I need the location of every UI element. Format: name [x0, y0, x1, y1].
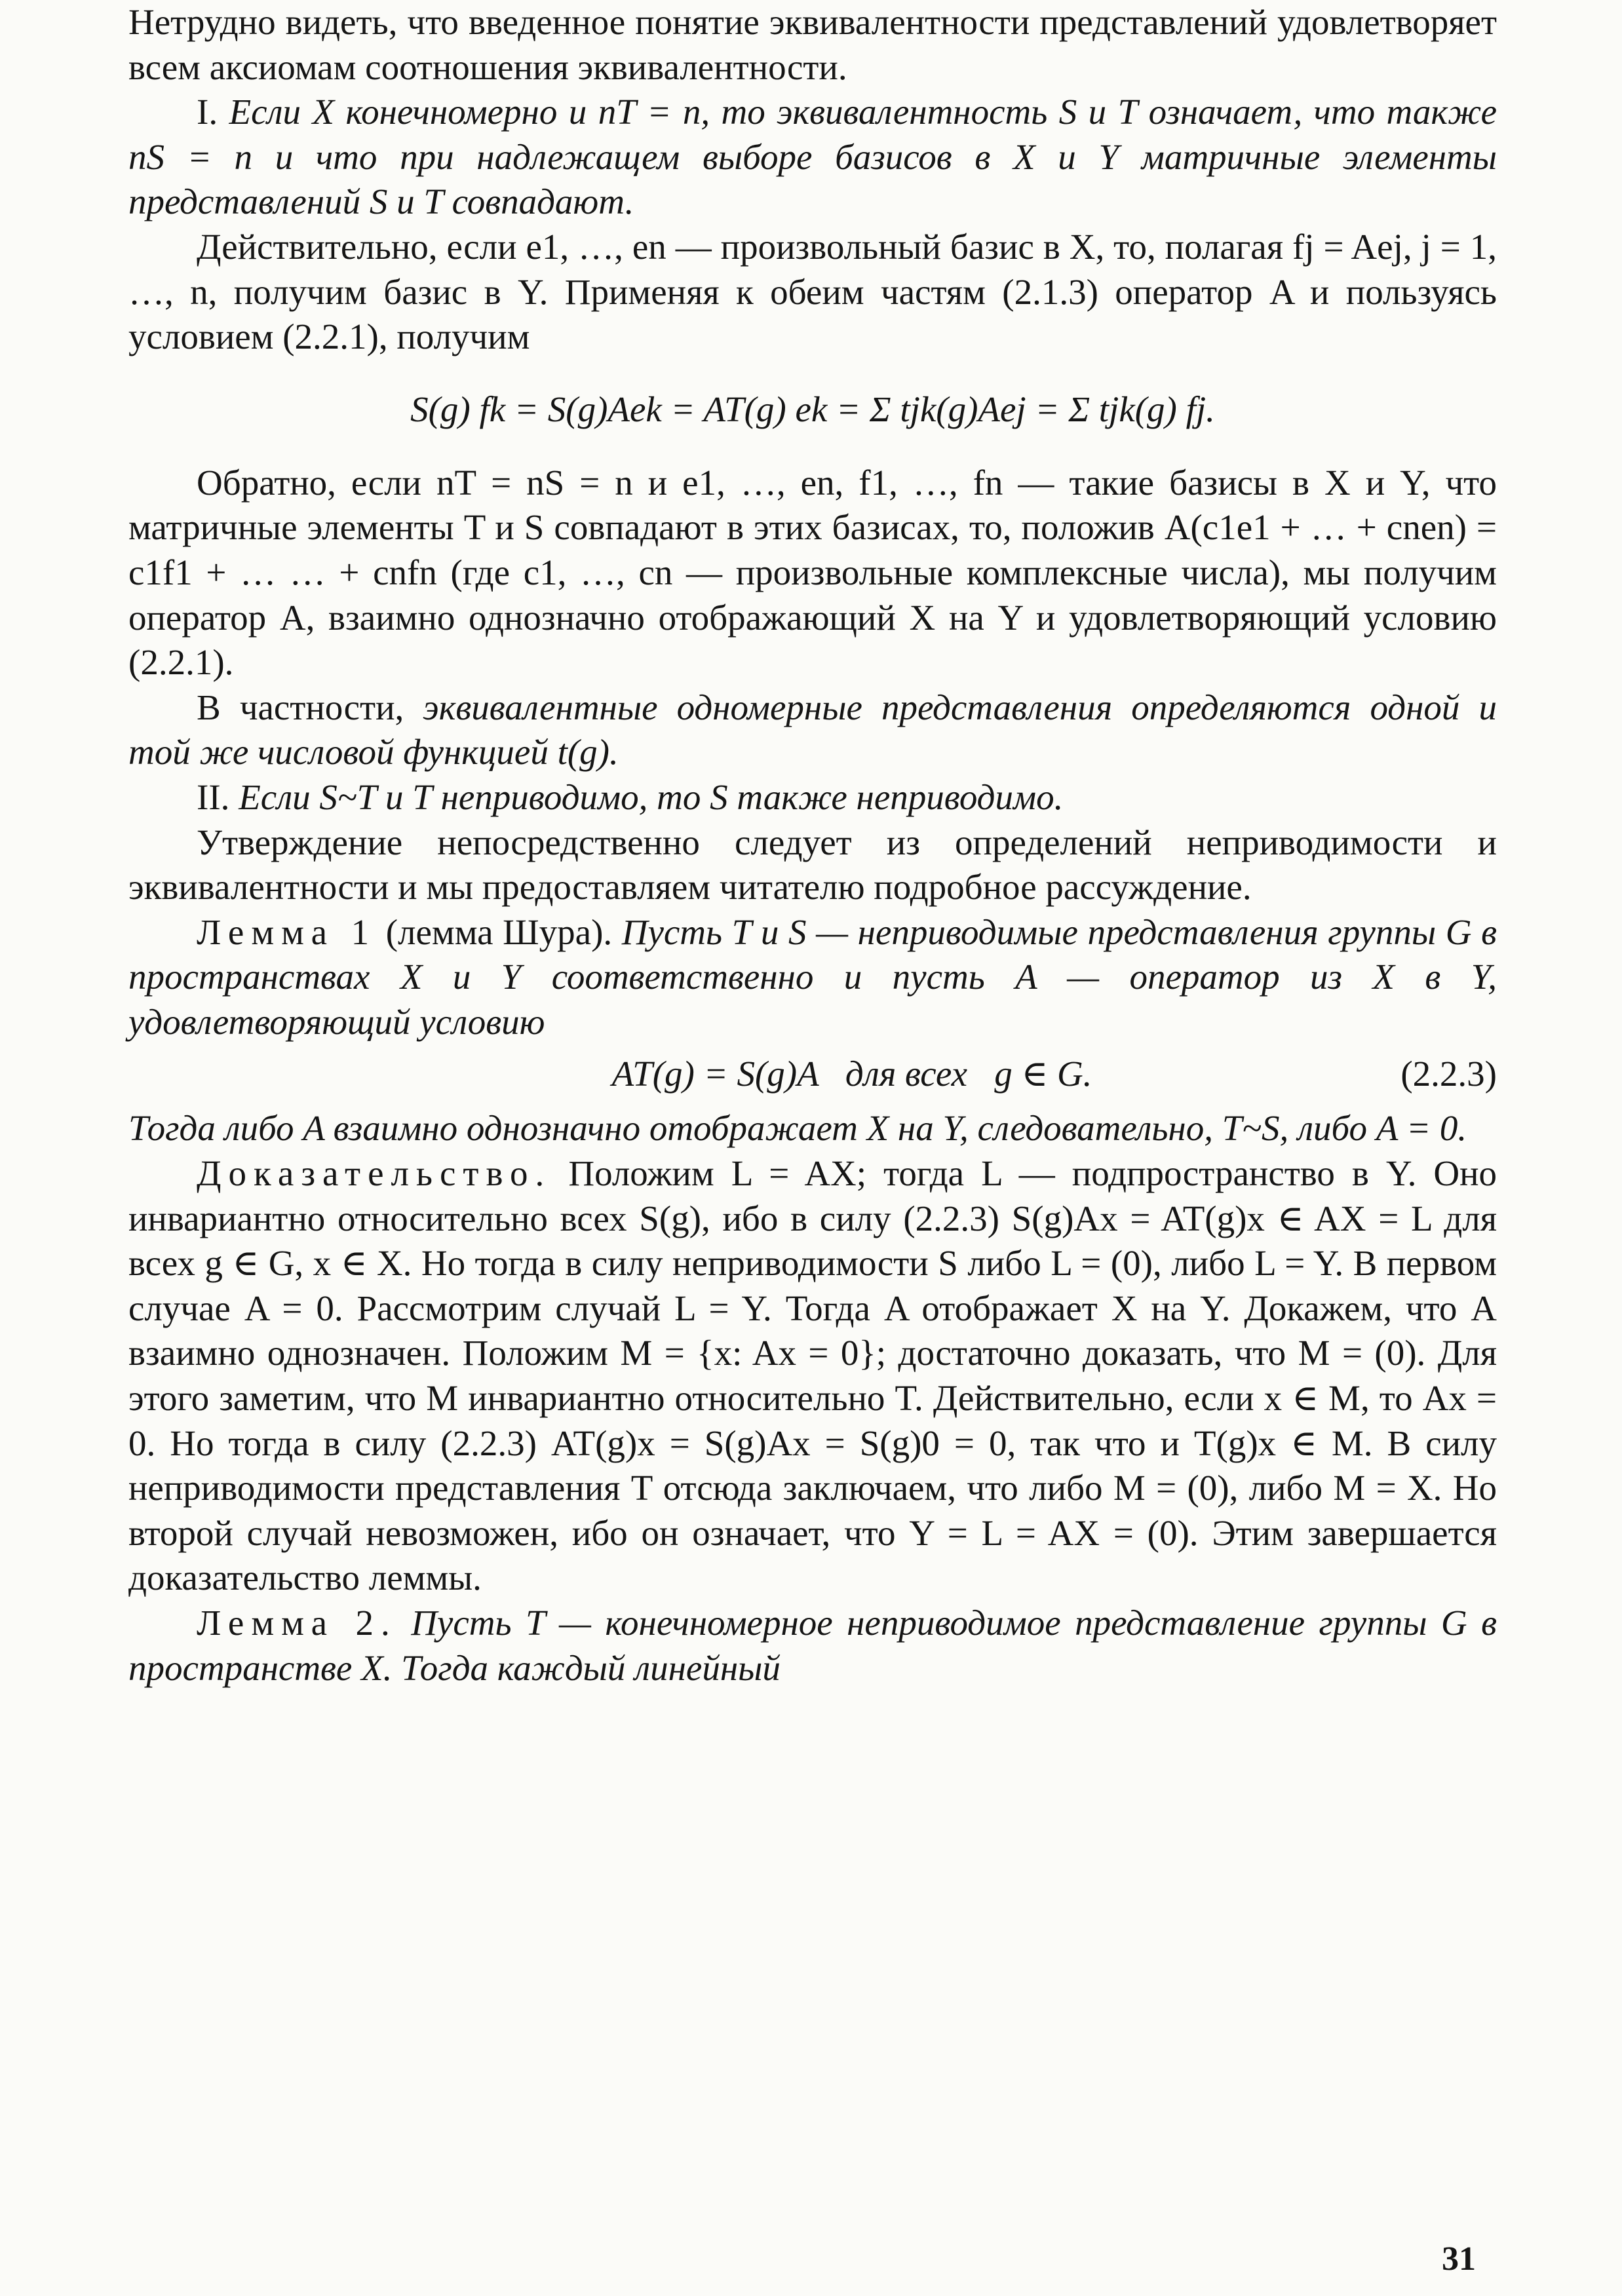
lemma-2-label: Лемма 2. — [197, 1603, 397, 1643]
paragraph-5-italic: эквивалентные одномерные представления определяются одной и той же числовой функцией t(g). — [128, 687, 1497, 773]
lemma-2 — [128, 1601, 1497, 1691]
statement-1-number: I. — [197, 92, 218, 132]
paragraph-1: Нетрудно видеть, что введенное понятие эквивалентности представлений удовлетворяет всем аксиомам соотношения эквивалентности. — [128, 2, 1497, 87]
paragraph-5-lead: В частности, — [197, 687, 404, 727]
lemma-2-text: Пусть T — конечномерное неприводимое представление группы G в пространстве X. Тогда каждый линейный — [128, 1603, 1497, 1688]
proof-label: Доказательство. — [197, 1153, 552, 1194]
paragraph-4: Обратно, если nT = nS = n и e1, …, en, f1, …, fn — такие базисы в X и Y, что матричные элементы T и S совпадают в этих базисах, то, положив A(c1e1 + … + cnen) = c1f1 + … … + cnfn (где c1, …, cn — произвольные комплексные числа), мы получим оператор A, взаимно однозначно отображающий X на Y и удовлетворяющий условию (2.2.1). — [128, 462, 1497, 683]
statement-2-text: Если S~T и T неприводимо, то S также неприводимо. — [239, 776, 1064, 817]
statement-2-number: II. — [197, 776, 230, 817]
lemma-1 — [128, 910, 1497, 1045]
paragraph-3: Действительно, если e1, …, en — произвольный базис в X, то, полагая fj = Aej, j = 1, …, n, получим базис в Y. Применяя к обеим частям (2.1.3) оператор A и пользуясь условием (2.2.1), получим — [128, 226, 1497, 357]
paragraph-7: Утверждение непосредственно следует из определений неприводимости и эквивалентности и мы предоставляем читателю подробное рассуждение. — [128, 822, 1497, 908]
equation-2-number: (2.2.3) — [1400, 1054, 1497, 1094]
proof — [128, 1151, 1497, 1601]
page-number: 31 — [1442, 2240, 1476, 2278]
statement-1-text: Если X конечномерно и nT = n, то эквивалентность S и T означает, что также nS = n и что при надлежащем выборе базисов в X и Y матричные элементы представлений S и T совпадают. — [128, 92, 1497, 222]
equation-2 — [128, 1048, 1497, 1100]
paragraph-5 — [128, 685, 1497, 775]
statement-2 — [128, 775, 1497, 820]
main-text — [128, 0, 1497, 1691]
lemma-1-conclusion: Тогда либо A взаимно однозначно отображает X на Y, следовательно, T~S, либо A = 0. — [128, 1108, 1467, 1149]
proof-text: Положим L = AX; тогда L — подпространство в Y. Оно инвариантно относительно всех S(g), ибо в силу (2.2.3) S(g)Ax = AT(g)x ∈ AX = L для всех g ∈ G, x ∈ X. Но тогда в силу неприводимости S либо L = (0), либо L = Y. В первом случае A = 0. Рассмотрим случай L = Y. Тогда A отображает X на Y. Докажем, что A взаимно однозначен. Положим M = {x: Ax = 0}; достаточно доказать, что M = (0). Для этого заметим, что M инвариантно относительно T. Действительно, если x ∈ M, то Ax = 0. Но тогда в силу (2.2.3) AT(g)x = S(g)Ax = S(g)0 = 0, так что и T(g)x ∈ M. В силу неприводимости представления T отсюда заключаем, что либо M = (0), либо M = X. Но второй случай невозможен, ибо он означает, что Y = L = AX = (0). Этим завершается доказательство леммы. — [128, 1153, 1497, 1598]
statement-1 — [128, 90, 1497, 225]
equation-1: S(g) fk = S(g)Aek = AT(g) ek = Σ tjk(g)Aej = Σ tjk(g) fj. — [410, 389, 1215, 430]
lemma-1-text: Пусть T и S — неприводимые представления группы G в пространствах X и Y соответственно и пусть A — оператор из X в Y, удовлетворяющий условию — [128, 911, 1497, 1042]
equation-2-body: AT(g) = S(g)A для всех g ∈ G. — [611, 1054, 1092, 1094]
lemma-1-lead: (лемма Шура). — [385, 911, 613, 952]
lemma-1-label: Лемма 1 — [197, 911, 377, 952]
